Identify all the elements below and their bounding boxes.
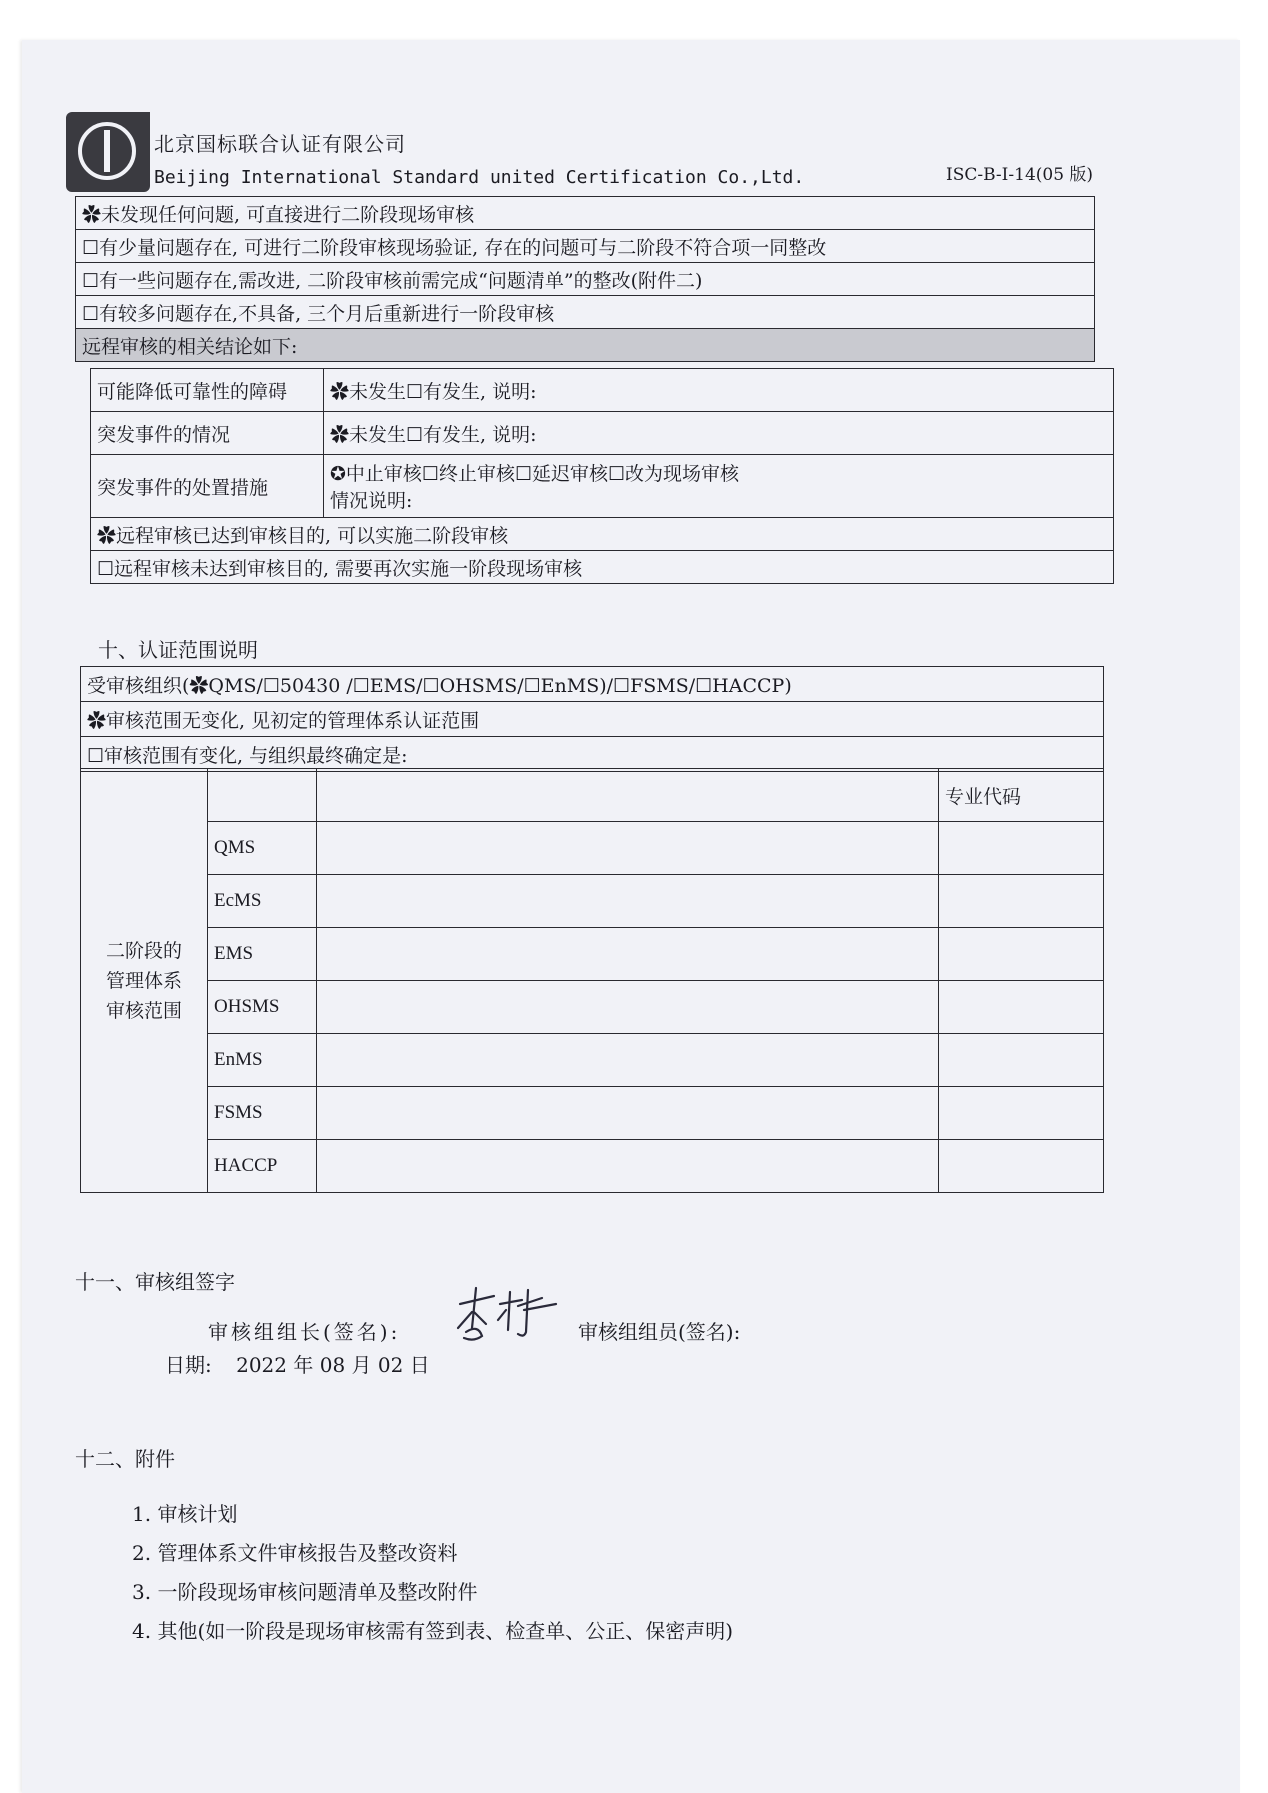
scope-description-cell (317, 1140, 939, 1193)
attachment-item: 2. 管理体系文件审核报告及整改资料 (132, 1541, 458, 1565)
sign-date (165, 1349, 430, 1378)
leader-signature-label: 审核组组长(签名): (208, 1320, 401, 1344)
code-cell (939, 1087, 1104, 1140)
scope-description-cell (317, 875, 939, 928)
situation-note: 情况说明: (330, 490, 413, 512)
code-cell (939, 981, 1104, 1034)
code-cell (939, 875, 1104, 928)
remote-row-value: ✿未发生☐有发生, 说明: (324, 412, 1114, 455)
company-logo-icon (66, 112, 150, 192)
system-name: HACCP (208, 1140, 317, 1193)
remote-row-value: ✿未发生☐有发生, 说明: (324, 369, 1114, 412)
scope-label-line: 审核范围 (105, 999, 182, 1022)
code-cell (939, 1140, 1104, 1193)
scope-description-cell (317, 1034, 939, 1087)
conclusion-option-3: ☐有一些问题存在,需改进, 二阶段审核前需完成“问题清单”的整改(附件二) (76, 263, 1095, 296)
attachment-item: 1. 审核计划 (132, 1502, 238, 1526)
date-value: 2022 年 08 月 02 日 (236, 1353, 430, 1377)
remote-row-label: 突发事件的情况 (91, 412, 324, 455)
remote-conclusion-yes: ✿远程审核已达到审核目的, 可以实施二阶段审核 (91, 518, 1114, 551)
member-signature-label: 审核组组员(签名): (578, 1320, 741, 1344)
scope-no-change: ✿审核范围无变化, 见初定的管理体系认证范围 (81, 702, 1104, 737)
attachment-item: 3. 一阶段现场审核问题清单及整改附件 (132, 1580, 478, 1604)
section-10-title: 十、认证范围说明 (98, 638, 258, 662)
system-name: EnMS (208, 1034, 317, 1087)
audited-org-line: 受审核组织(✿QMS/☐50430 /☐EMS/☐OHSMS/☐EnMS)/☐FSMS/☐HACCP) (81, 667, 1104, 702)
system-name-cell (208, 769, 317, 822)
system-name: EcMS (208, 875, 317, 928)
code-header: 专业代码 (939, 769, 1104, 822)
remote-audit-header: 远程审核的相关结论如下: (76, 329, 1095, 362)
scope-option-table (80, 666, 1104, 772)
conclusion-option-1: ✿未发现任何问题, 可直接进行二阶段现场审核 (76, 197, 1095, 230)
remote-row-value (324, 455, 1114, 518)
section-11-title: 十一、审核组签字 (75, 1270, 235, 1294)
system-name: FSMS (208, 1087, 317, 1140)
scope-changed: ☐审核范围有变化, 与组织最终确定是: (81, 737, 1104, 772)
company-name-cn: 北京国标联合认证有限公司 (154, 132, 406, 156)
date-label: 日期: (165, 1353, 212, 1377)
scope-description-cell (317, 822, 939, 875)
remote-row-label: 可能降低可靠性的障碍 (91, 369, 324, 412)
section-12-title: 十二、附件 (75, 1447, 175, 1471)
scope-description-cell (317, 981, 939, 1034)
system-name: QMS (208, 822, 317, 875)
scope-label-line: 管理体系 (105, 969, 182, 992)
stage2-scope-table (80, 768, 1104, 1193)
code-cell (939, 1034, 1104, 1087)
company-name-en: Beijing International Standard united Certification Co.,Ltd. (154, 167, 805, 188)
stage2-scope-label (81, 769, 208, 1193)
scope-description-cell (317, 1087, 939, 1140)
disposal-options: ✪中止审核☐终止审核☐延迟审核☐改为现场审核 (330, 463, 740, 485)
remote-row-label: 突发事件的处置措施 (91, 455, 324, 518)
system-name: OHSMS (208, 981, 317, 1034)
conclusion-option-4: ☐有较多问题存在,不具备, 三个月后重新进行一阶段审核 (76, 296, 1095, 329)
handwritten-signature-icon (452, 1284, 562, 1344)
attachment-item: 4. 其他(如一阶段是现场审核需有签到表、检查单、公正、保密声明) (132, 1619, 734, 1643)
scope-description-cell (317, 928, 939, 981)
remote-audit-table (90, 368, 1114, 584)
system-name: EMS (208, 928, 317, 981)
stage-conclusion-table (75, 196, 1095, 362)
conclusion-option-2: ☐有少量问题存在, 可进行二阶段审核现场验证, 存在的问题可与二阶段不符合项一同整改 (76, 230, 1095, 263)
code-cell (939, 822, 1104, 875)
scope-label-line: 二阶段的 (105, 939, 182, 962)
document-code: ISC-B-I-14(05 版) (946, 165, 1094, 185)
remote-conclusion-no: ☐远程审核未达到审核目的, 需要再次实施一阶段现场审核 (91, 551, 1114, 584)
scope-description-cell (317, 769, 939, 822)
code-cell (939, 928, 1104, 981)
